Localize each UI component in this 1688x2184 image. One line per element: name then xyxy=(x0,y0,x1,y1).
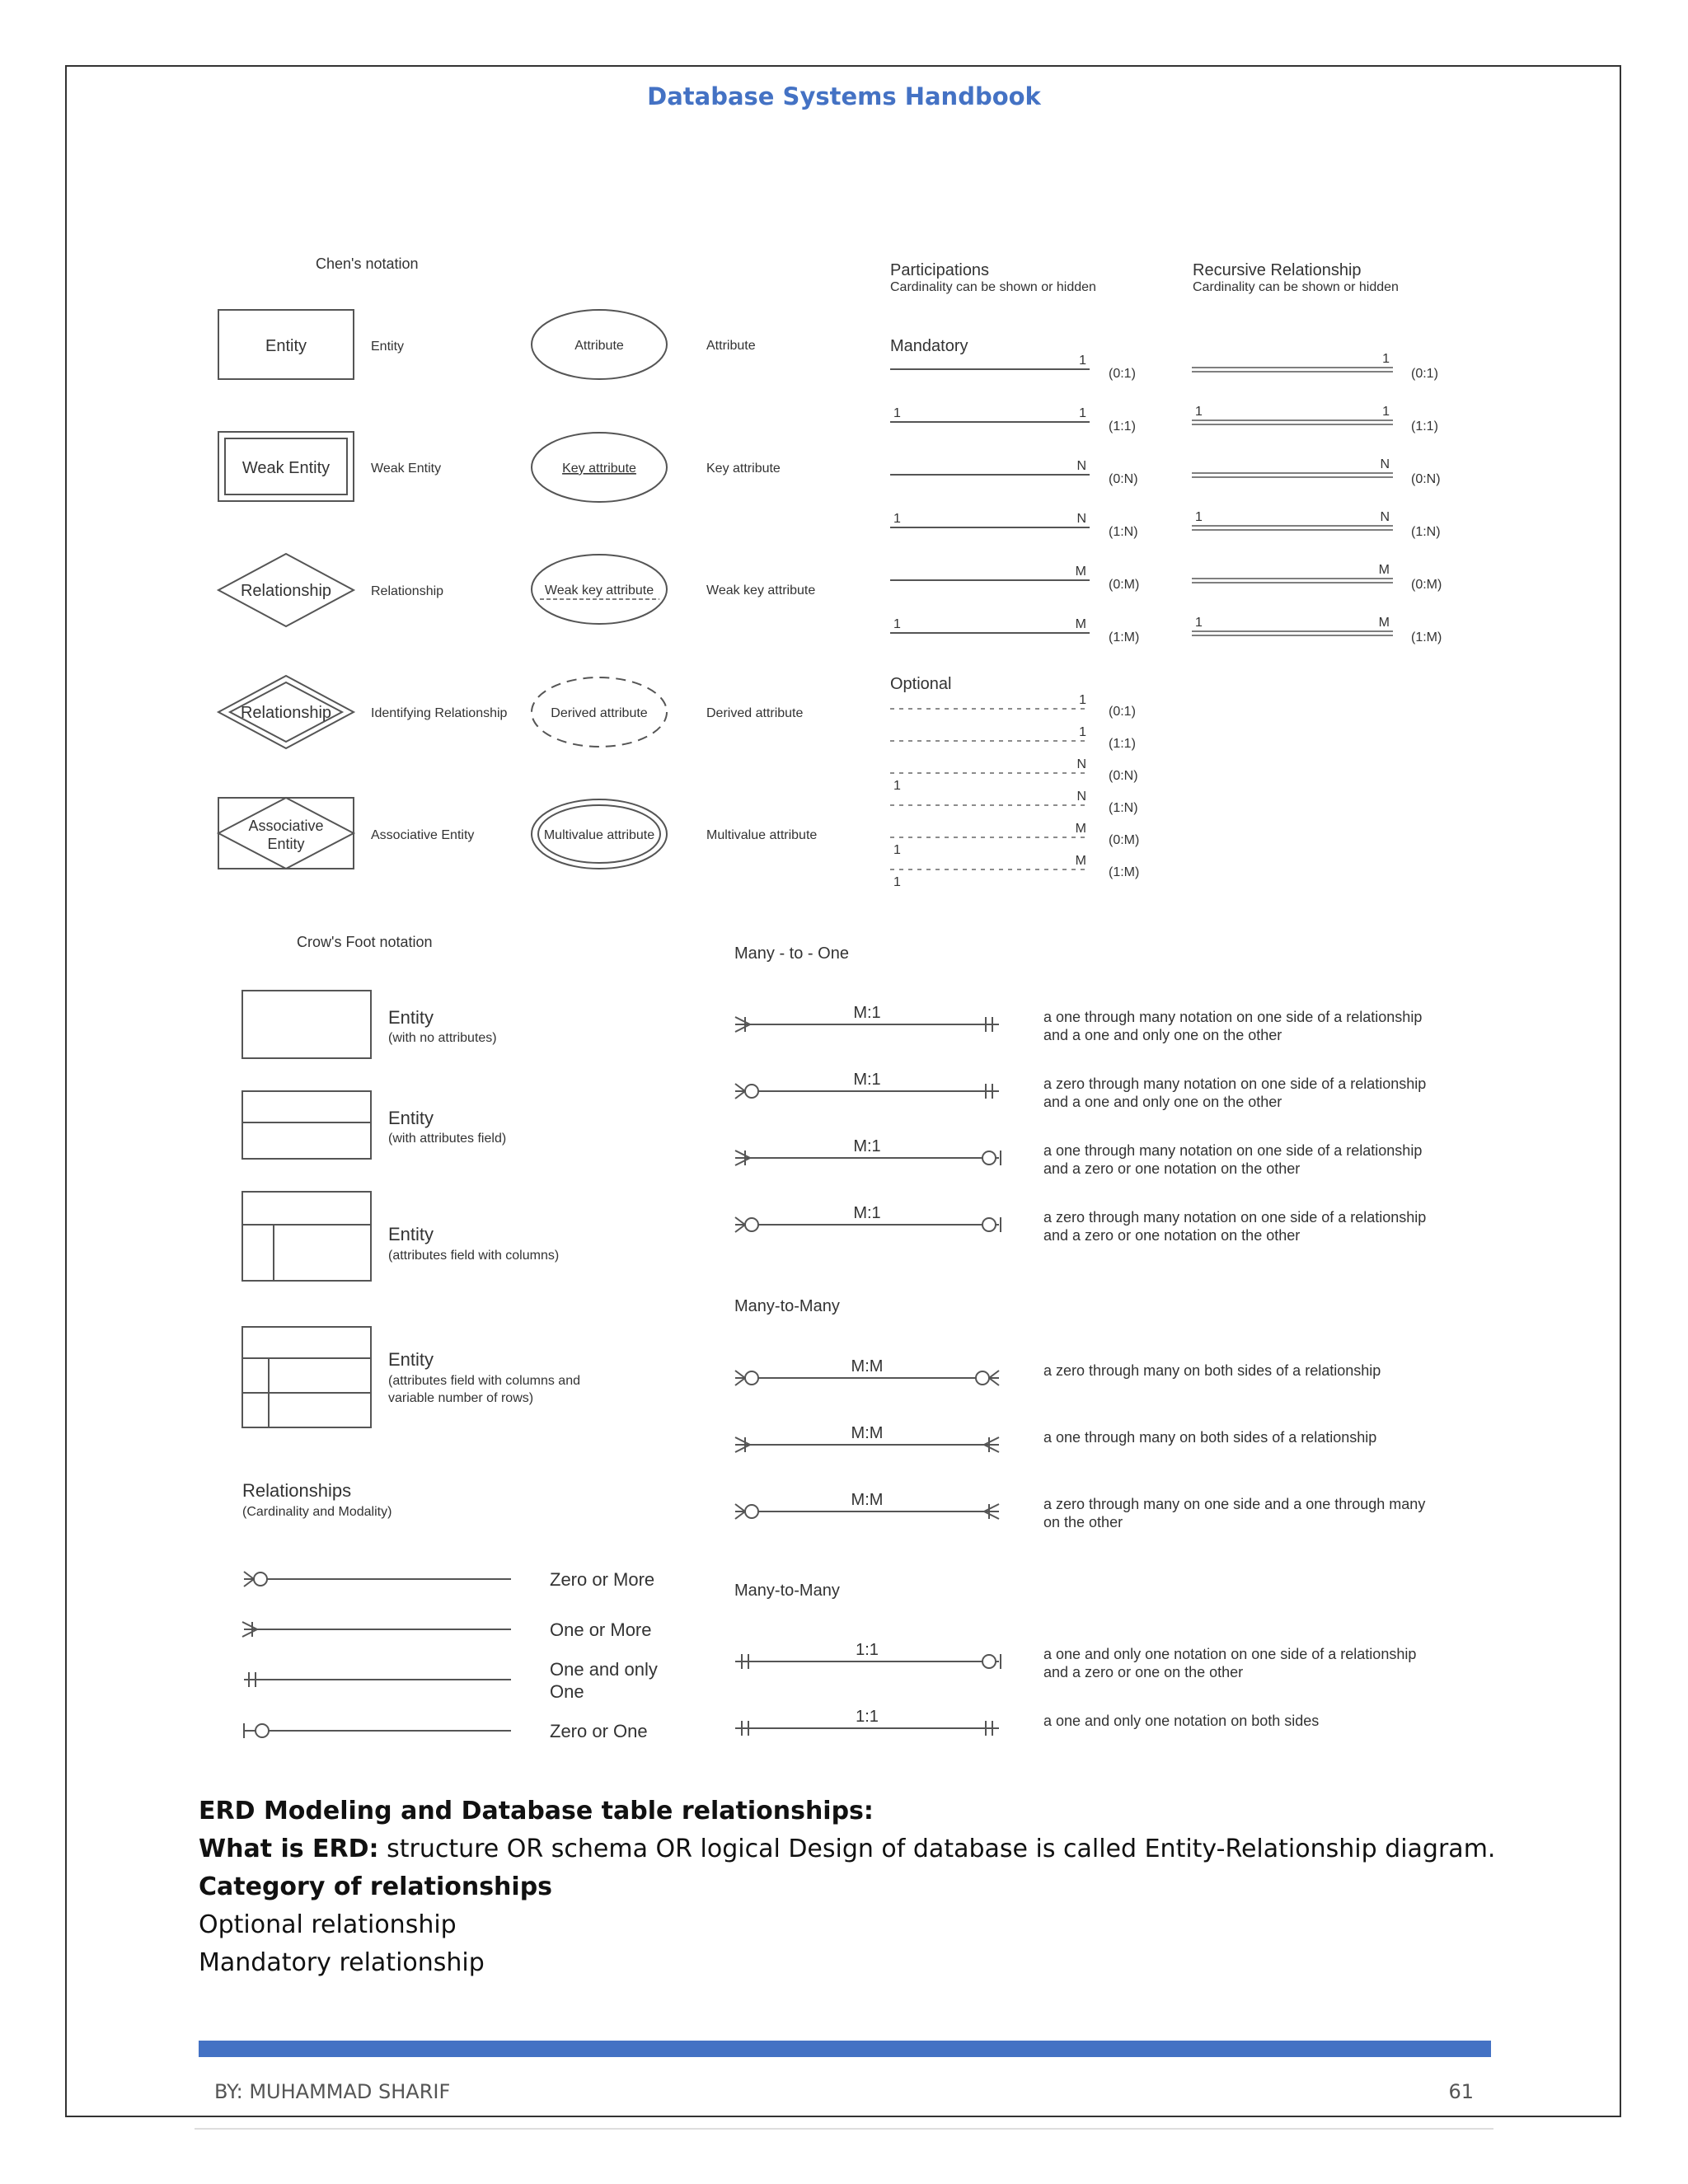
relationship-desc-line1: a zero through many on both sides of a relationship xyxy=(1043,1362,1381,1379)
multivalue-attribute-shape-label: Multivalue attribute xyxy=(543,828,655,842)
cf-entity-attr-columns xyxy=(242,1192,371,1281)
cf-entity4-desc2: variable number of rows) xyxy=(388,1391,534,1405)
legend-one-or-more: One or More xyxy=(550,1619,652,1640)
optional-left-card: 1 xyxy=(893,843,901,857)
crowsfoot-title: Crow's Foot notation xyxy=(297,934,433,950)
mandatory-cardinality: (1:1) xyxy=(1109,419,1136,434)
mandatory-right-card: N xyxy=(1076,512,1086,526)
cf-entity-attrs-field xyxy=(242,1091,371,1159)
cf-relationships-subtitle: (Cardinality and Modality) xyxy=(242,1505,392,1519)
derived-attribute-shape-label: Derived attribute xyxy=(551,706,648,720)
zero-or-one-symbol xyxy=(256,1724,269,1737)
mandatory-left-card: 1 xyxy=(893,617,901,631)
chen-title: Chen's notation xyxy=(316,255,419,272)
recursive-left-card: 1 xyxy=(1195,405,1203,419)
mandatory-right-card: 1 xyxy=(1079,354,1086,368)
relationship-desc-line1: a zero through many notation on one side of a relationship xyxy=(1043,1209,1427,1226)
relationship-tag: M:M xyxy=(851,1424,884,1442)
cf-entity4-desc1: (attributes field with columns and xyxy=(388,1374,580,1388)
recursive-cardinality: (0:N) xyxy=(1411,472,1441,486)
key-attribute-desc: Key attribute xyxy=(706,462,781,476)
many-to-many-rows xyxy=(735,1357,1425,1530)
many-to-one-rows xyxy=(735,1004,1426,1244)
mandatory-right-card: N xyxy=(1076,459,1086,473)
footer-page-number: 61 xyxy=(1448,2080,1474,2103)
relationship-desc-line2: on the other xyxy=(1043,1514,1123,1530)
attribute-shape-label: Attribute xyxy=(574,339,624,353)
recursive-rows xyxy=(1192,352,1442,644)
relationship-tag: 1:1 xyxy=(856,1708,879,1726)
cf-entity1-desc: (with no attributes) xyxy=(388,1031,497,1045)
optional-right-card: N xyxy=(1076,790,1086,804)
mandatory-left-card: 1 xyxy=(893,406,901,420)
associative-entity-shape-line1: Associative xyxy=(248,818,324,834)
relationship-desc-line2: and a zero or one notation on the other xyxy=(1043,1227,1301,1244)
page-title: Database Systems Handbook xyxy=(647,82,1041,110)
relationship-tag: M:1 xyxy=(853,1137,881,1155)
what-is-erd-paragraph xyxy=(199,1835,1495,1863)
recursive-right-card: 1 xyxy=(1382,405,1390,419)
cf-entity3-name: Entity xyxy=(388,1224,434,1244)
relationship-desc-line1: a zero through many notation on one side of a relationship xyxy=(1043,1076,1427,1092)
mandatory-left-card: 1 xyxy=(893,512,901,526)
participations-optional-label: Optional xyxy=(890,675,952,693)
relationship-tag: M:1 xyxy=(853,1071,881,1089)
optional-right-card: 1 xyxy=(1079,725,1086,739)
relationship-tag: 1:1 xyxy=(856,1641,879,1659)
participations-mandatory-label: Mandatory xyxy=(890,337,968,355)
recursive-left-card: 1 xyxy=(1195,616,1203,630)
relationship-desc-line1: a one through many notation on one side of a relationship xyxy=(1043,1142,1423,1159)
derived-attribute-desc: Derived attribute xyxy=(706,706,804,720)
recursive-cardinality: (0:1) xyxy=(1411,367,1438,381)
relationship-desc-line2: and a one and only one on the other xyxy=(1043,1094,1282,1110)
associative-entity-shape-line2: Entity xyxy=(267,836,305,852)
optional-cardinality: (0:N) xyxy=(1109,769,1138,783)
legend-one-and-only-one-l2: One xyxy=(550,1681,584,1702)
footer-bar xyxy=(199,2041,1491,2057)
optional-relationship-item: Optional relationship xyxy=(199,1910,457,1939)
mandatory-cardinality: (0:M) xyxy=(1109,578,1140,592)
recursive-title: Recursive Relationship xyxy=(1193,261,1362,279)
mandatory-right-card: 1 xyxy=(1079,406,1086,420)
cf-relationships-title: Relationships xyxy=(242,1480,352,1501)
optional-cardinality: (1:1) xyxy=(1109,737,1136,751)
recursive-left-card: 1 xyxy=(1195,510,1203,524)
weak-entity-desc: Weak Entity xyxy=(371,462,442,476)
participation-mandatory-rows xyxy=(890,354,1139,644)
legend-zero-or-more: Zero or More xyxy=(550,1569,655,1590)
relationship-shape-label: Relationship xyxy=(240,582,332,600)
attribute-desc: Attribute xyxy=(706,339,756,353)
recursive-right-card: M xyxy=(1378,616,1390,630)
optional-left-card: 1 xyxy=(893,779,901,793)
recursive-cardinality: (1:N) xyxy=(1411,525,1441,539)
cf-entity2-name: Entity xyxy=(388,1108,434,1128)
recursive-right-card: N xyxy=(1380,510,1390,524)
cf-entity-no-attrs xyxy=(242,991,371,1058)
associative-entity-desc: Associative Entity xyxy=(371,828,475,842)
participations-subtitle: Cardinality can be shown or hidden xyxy=(890,280,1096,294)
many-to-many-title: Many-to-Many xyxy=(734,1297,840,1315)
optional-left-card: 1 xyxy=(893,875,901,889)
section-heading: ERD Modeling and Database table relationships: xyxy=(199,1797,874,1825)
optional-right-card: M xyxy=(1075,822,1086,836)
weak-key-attribute-desc: Weak key attribute xyxy=(706,583,816,598)
weak-key-attribute-shape-label: Weak key attribute xyxy=(544,583,654,598)
recursive-right-card: 1 xyxy=(1382,352,1390,366)
entity-desc: Entity xyxy=(371,340,405,354)
recursive-cardinality: (1:1) xyxy=(1411,419,1438,434)
footer-author: BY: MUHAMMAD SHARIF xyxy=(214,2080,451,2103)
entity-shape-label: Entity xyxy=(265,337,307,355)
relationship-tag: M:1 xyxy=(853,1204,881,1222)
optional-cardinality: (0:M) xyxy=(1109,833,1140,847)
one-to-one-rows xyxy=(735,1641,1416,1736)
category-heading: Category of relationships xyxy=(199,1872,553,1901)
legend-zero-or-one: Zero or One xyxy=(550,1721,648,1741)
relationship-tag: M:1 xyxy=(853,1004,881,1022)
mandatory-relationship-item: Mandatory relationship xyxy=(199,1948,485,1977)
mandatory-cardinality: (1:M) xyxy=(1109,630,1140,644)
mandatory-right-card: M xyxy=(1075,565,1086,579)
recursive-subtitle: Cardinality can be shown or hidden xyxy=(1193,280,1399,294)
participation-optional-rows xyxy=(890,693,1139,889)
key-attribute-shape-label: Key attribute xyxy=(562,462,636,476)
what-is-erd-text: structure OR schema OR logical Design of database is called Entity-Relationship diagram. xyxy=(378,1835,1496,1863)
mandatory-cardinality: (1:N) xyxy=(1109,525,1138,539)
optional-right-card: 1 xyxy=(1079,693,1086,707)
one-to-one-title: Many-to-Many xyxy=(734,1582,840,1600)
cf-entity1-name: Entity xyxy=(388,1007,434,1028)
mandatory-cardinality: (0:1) xyxy=(1109,367,1136,381)
relationship-desc-line2: and a one and only one on the other xyxy=(1043,1027,1282,1043)
cf-entity4-name: Entity xyxy=(388,1349,434,1370)
recursive-right-card: N xyxy=(1380,457,1390,471)
relationship-desc-line1: a one and only one notation on one side of a relationship xyxy=(1043,1646,1417,1662)
optional-cardinality: (1:N) xyxy=(1109,801,1138,815)
relationship-desc-line1: a zero through many on one side and a one through many xyxy=(1043,1496,1426,1512)
mandatory-cardinality: (0:N) xyxy=(1109,472,1138,486)
mandatory-right-card: M xyxy=(1075,617,1086,631)
optional-cardinality: (0:1) xyxy=(1109,705,1136,719)
optional-cardinality: (1:M) xyxy=(1109,865,1140,879)
relationship-tag: M:M xyxy=(851,1491,884,1509)
page-bottom-rule xyxy=(195,2128,1493,2130)
recursive-cardinality: (0:M) xyxy=(1411,578,1442,592)
weak-entity-shape-label: Weak Entity xyxy=(241,459,331,477)
optional-right-card: M xyxy=(1075,854,1086,868)
relationship-desc-line1: a one through many on both sides of a relationship xyxy=(1043,1429,1377,1446)
relationship-desc-line2: and a zero or one on the other xyxy=(1043,1664,1244,1680)
cf-entity-variable-rows xyxy=(242,1327,371,1427)
recursive-right-card: M xyxy=(1378,563,1390,577)
participations-title: Participations xyxy=(890,261,990,279)
relationship-desc-line1: a one and only one notation on both sides xyxy=(1043,1713,1320,1729)
relationship-desc-line2: and a zero or one notation on the other xyxy=(1043,1160,1301,1177)
relationship-tag: M:M xyxy=(851,1357,884,1376)
what-is-erd-label: What is ERD: xyxy=(199,1835,379,1863)
relationship-desc: Relationship xyxy=(371,584,444,598)
identifying-relationship-desc: Identifying Relationship xyxy=(371,706,508,720)
legend-one-and-only-one-l1: One and only xyxy=(550,1659,658,1680)
optional-right-card: N xyxy=(1076,757,1086,771)
recursive-cardinality: (1:M) xyxy=(1411,630,1442,644)
many-to-one-title: Many - to - One xyxy=(734,944,849,963)
multivalue-attribute-desc: Multivalue attribute xyxy=(706,828,818,842)
relationship-desc-line1: a one through many notation on one side of a relationship xyxy=(1043,1009,1423,1025)
cf-entity3-desc: (attributes field with columns) xyxy=(388,1249,560,1263)
identifying-relationship-shape-label: Relationship xyxy=(240,704,332,722)
cf-entity2-desc: (with attributes field) xyxy=(388,1132,507,1146)
